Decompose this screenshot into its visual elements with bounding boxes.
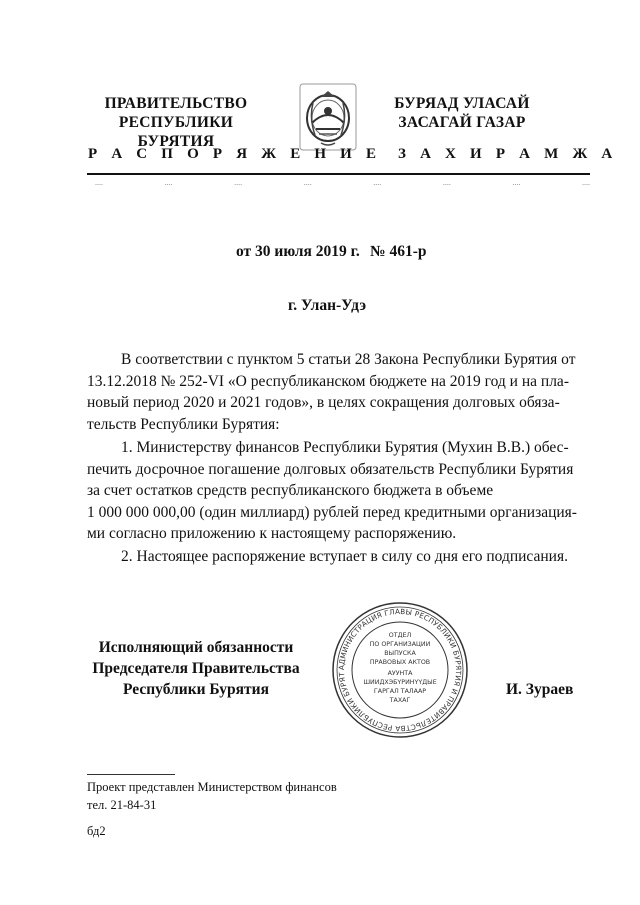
preamble-line: В соответствии с пунктом 5 статьи 28 Закона Республики Бурятия от <box>121 351 576 368</box>
item-1-line: 1. Министерству финансов Республики Бурятия (Мухин В.В.) обес- <box>121 439 569 456</box>
stamp-inner-line: ОТДЕЛ <box>388 632 412 639</box>
item-1-line: ми согласно приложению к настоящему распоряжению. <box>87 525 457 542</box>
signatory-name: И. Зураев <box>506 681 574 698</box>
footer-note: Проект представлен Министерством финансов <box>87 780 337 794</box>
item-1-line: за счет остатков средств республиканского бюджета в объеме <box>87 482 494 499</box>
government-title: ПРАВИТЕЛЬСТВО <box>104 95 248 112</box>
stamp-inner-line: ГАРГАЛ ТАЛААР <box>373 688 427 695</box>
document-city: г. Улан-Удэ <box>288 297 367 314</box>
signatory-title-line: Исполняющий обязанности <box>98 639 294 656</box>
preamble-line: 13.12.2018 № 252-VI «О республиканском бюджете на 2019 год и на пла- <box>87 372 569 390</box>
header-dotted-line: .... .... .... .... .... .... .... .... <box>95 178 590 187</box>
footer-phone: тел. 21-84-31 <box>87 798 157 812</box>
item-1-line: 1 000 000 000,00 (один миллиард) рублей перед кредитными организация- <box>87 503 577 521</box>
doctype-buryat: З А Х И Р А М Ж А <box>398 146 618 162</box>
preamble-line: тельств Республики Бурятия: <box>87 415 280 433</box>
header-right <box>384 94 540 132</box>
stamp-inner-line: АУУНТА <box>387 670 413 677</box>
item-1-line: печить досрочное погашение долговых обязательств Республики Бурятия <box>87 460 574 478</box>
document-date: от 30 июля 2019 г. <box>236 243 360 260</box>
paragraph-item-1 <box>87 437 578 545</box>
coat-of-arms-icon <box>299 83 357 153</box>
paragraph-item-2: 2. Настоящее распоряжение вступает в силу со дня его подписания. <box>121 548 568 565</box>
header-left <box>88 94 264 151</box>
header-divider <box>87 173 590 175</box>
stamp-inner-line: ШИИДХЭБҮРИНҮҮДЫЕ <box>363 679 437 686</box>
paragraph-preamble <box>87 349 578 435</box>
stamp-inner-line: ТАХАГ <box>389 697 411 704</box>
footer-code: бд2 <box>87 824 106 838</box>
signatory-title-line: Председателя Правительства <box>92 660 300 677</box>
stamp-ring-text: АДМИНИСТРАЦИЯ ГЛАВЫ РЕСПУБЛИКИ БУРЯТИЯ И ПРАВИТЕЛЬСТВА РЕСПУБЛИКИ БУРЯТ <box>336 606 464 734</box>
stamp-inner-line: ПРАВОВЫХ АКТОВ <box>369 659 431 666</box>
government-title-buryat: БУРЯАД УЛАСАЙ <box>394 95 530 112</box>
stamp-inner-line: ВЫПУСКА <box>384 650 416 657</box>
signatory-title-line: Республики Бурятия <box>123 681 269 698</box>
document-number: № 461-р <box>370 243 427 260</box>
preamble-line: новый период 2020 и 2021 годов», в целях сокращения долговых обяза- <box>87 394 560 411</box>
republic-title: РЕСПУБЛИКИ БУРЯТИЯ <box>118 114 234 150</box>
republic-title-buryat: ЗАСАГАЙ ГАЗАР <box>398 114 526 131</box>
doctype-russian: Р А С П О Р Я Ж Е Н И Е <box>88 146 382 162</box>
stamp-inner-line: ПО ОРГАНИЗАЦИИ <box>369 641 431 648</box>
svg-text:АДМИНИСТРАЦИЯ ГЛАВЫ РЕСПУБЛИКИ <box>330 600 463 733</box>
footer-rule <box>87 774 175 775</box>
official-stamp <box>330 600 470 740</box>
signatory-title <box>78 637 314 700</box>
